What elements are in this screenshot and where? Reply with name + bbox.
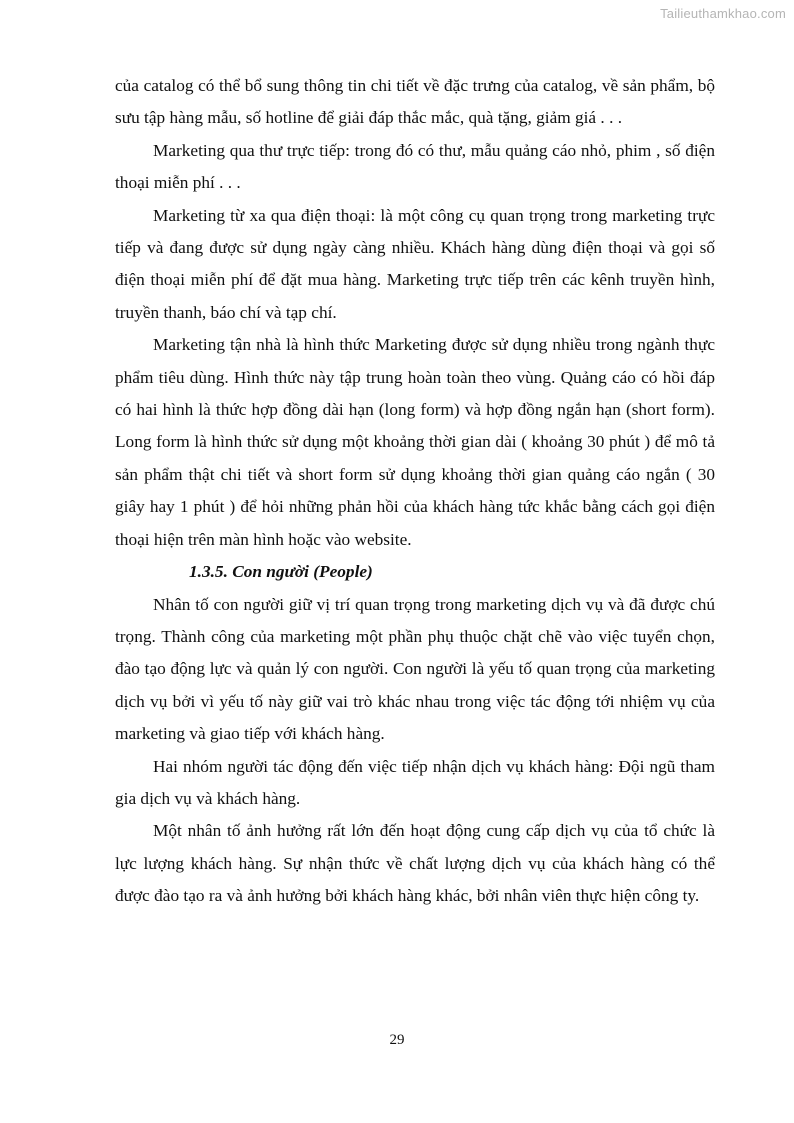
paragraph-telemarketing: Marketing từ xa qua điện thoại: là một công cụ quan trọng trong marketing trực tiếp và đang được sử dụng ngày càng nhiều. Khách hàng dùng điện thoại và gọi số điện thoại miễn phí để đặt mua hàng. Marketing trực tiếp trên các kênh truyền hình, truyền thanh, báo chí và tạp chí. xyxy=(115,205,715,322)
paragraph-door-to-door: Marketing tận nhà là hình thức Marketing được sử dụng nhiều trong ngành thực phẩm tiêu dùng. Hình thức này tập trung hoàn toàn theo vùng. Quảng cáo có hồi đáp có hai hình là thức hợp đồng dài hạn (long form) và hợp đồng ngắn hạn (short form). Long form là hình thức sử dụng một khoảng thời gian dài ( khoảng 30 phút ) để mô tả sản phẩm thật chi tiết và short form sử dụng khoảng thời gian quảng cáo ngắn ( 30 giây hay 1 phút ) để hỏi những phản hồi của khách hàng tức khắc bằng cách gọi điện thoại hiện trên màn hình hoặc vào website. xyxy=(115,335,715,549)
paragraph-direct-mail: Marketing qua thư trực tiếp: trong đó có thư, mẫu quảng cáo nhỏ, phim , số điện thoại miễn phí . . . xyxy=(115,140,715,193)
paragraph-customer-force: Một nhân tố ảnh hưởng rất lớn đến hoạt động cung cấp dịch vụ của tổ chức là lực lượng khách hàng. Sự nhận thức về chất lượng dịch vụ của khách hàng có thể được đào tạo ra và ảnh hưởng bởi khách hàng khác, bởi nhân viên thực hiện công ty. xyxy=(115,821,715,906)
page-number: 29 xyxy=(389,1032,405,1048)
paragraph-two-groups: Hai nhóm người tác động đến việc tiếp nhận dịch vụ khách hàng: Đội ngũ tham gia dịch vụ và khách hàng. xyxy=(115,756,715,808)
watermark-text: Tailieuthamkhao.com xyxy=(660,6,786,21)
paragraph-people-factor: Nhân tố con người giữ vị trí quan trọng trong marketing dịch vụ và đã được chú trọng. Thành công của marketing một phần phụ thuộc chặt chẽ vào việc tuyển chọn, đào tạo động lực và quản lý con người. Con người là yếu tố quan trọng của marketing dịch vụ bởi vì yếu tố này giữ vai trò khác nhau trong việc tác động tới nhiệm vụ của marketing và giao tiếp với khách hàng. xyxy=(115,594,715,744)
section-heading: 1.3.5. Con người (People) xyxy=(189,562,373,582)
paragraph-catalog-continuation: của catalog có thể bổ sung thông tin chi tiết về đặc trưng của catalog, về sản phẩm, bộ sưu tập hàng mẫu, số hotline để giải đáp thắc mắc, quà tặng, giảm giá . . . xyxy=(115,76,715,128)
document-body xyxy=(115,70,715,913)
